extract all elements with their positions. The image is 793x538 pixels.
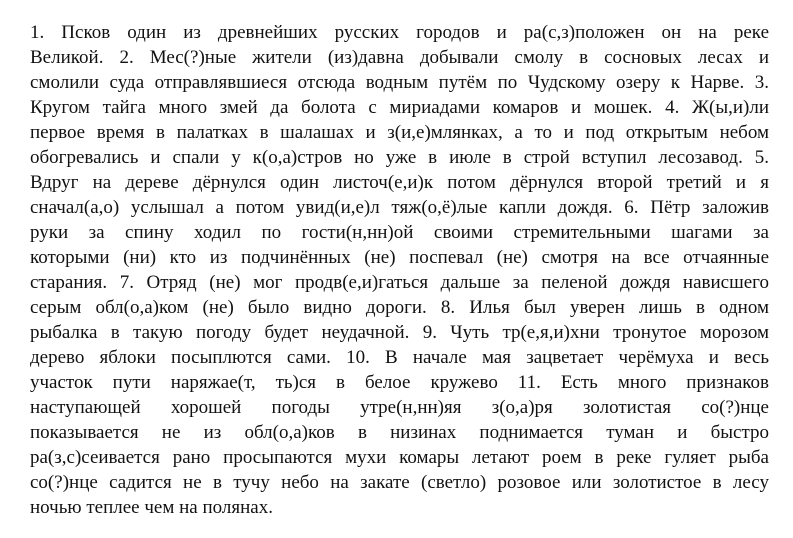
- text-line: первое время в палатках в шалашах и з(и,е)млянках, а то и под открытым небом: [30, 122, 769, 143]
- text-line: сначал(а,о) услышал а потом увид(и,е)л тяж(о,ё)лые капли дождя. 6. Пётр заложив: [30, 197, 769, 218]
- text-line: которыми (ни) кто из подчинённых (не) поспевал (не) смотря на все отчаянные: [30, 247, 769, 268]
- text-line: 1. Псков один из древнейших русских городов и ра(с,з)положен он на реке: [30, 22, 769, 43]
- text-line: старания. 7. Отряд (не) мог продв(е,и)гаться дальше за пеленой дождя нависшего: [30, 272, 769, 293]
- text-line: дерево яблоки посыплются сами. 10. В начале мая зацветает черёмуха и весь: [30, 347, 769, 368]
- text-line: Кругом тайга много змей да болота с мириадами комаров и мошек. 4. Ж(ы,и)ли: [30, 97, 769, 118]
- text-line: Вдруг на дереве дёрнулся один листоч(е,и)к потом дёрнулся второй третий и я: [30, 172, 769, 193]
- text-line: серым обл(о,а)ком (не) было видно дороги. 8. Илья был уверен лишь в одном: [30, 297, 769, 318]
- text-line: обогревались и спали у к(о,а)стров но уже в июле в строй вступил лесозавод. 5.: [30, 147, 769, 168]
- text-line: рыбалка в такую погоду будет неудачной. 9. Чуть тр(е,я,и)хни тронутое морозом: [30, 322, 769, 343]
- exercise-text: [30, 20, 769, 520]
- text-line: показывается не из обл(о,а)ков в низинах поднимается туман и быстро: [30, 422, 769, 443]
- text-line: наступающей хорошей погоды утре(н,нн)яя з(о,а)ря золотистая со(?)нце: [30, 397, 769, 418]
- text-line: участок пути наряжае(т, ть)ся в белое кружево 11. Есть много признаков: [30, 372, 769, 393]
- text-line: руки за спину ходил по гости(н,нн)ой своими стремительными шагами за: [30, 222, 769, 243]
- text-line: ра(з,с)сеивается рано просыпаются мухи комары летают роем в реке гуляет рыба: [30, 447, 769, 468]
- text-line: со(?)нце садится не в тучу небо на закате (светло) розовое или золотистое в лесу: [30, 472, 769, 493]
- text-line: ночью теплее чем на полянах.: [30, 497, 273, 518]
- text-line: смолили суда отправлявшиеся отсюда водным путём по Чудскому озеру к Нарве. 3.: [30, 72, 769, 93]
- text-line: Великой. 2. Мес(?)ные жители (из)давна добывали смолу в сосновых лесах и: [30, 47, 769, 68]
